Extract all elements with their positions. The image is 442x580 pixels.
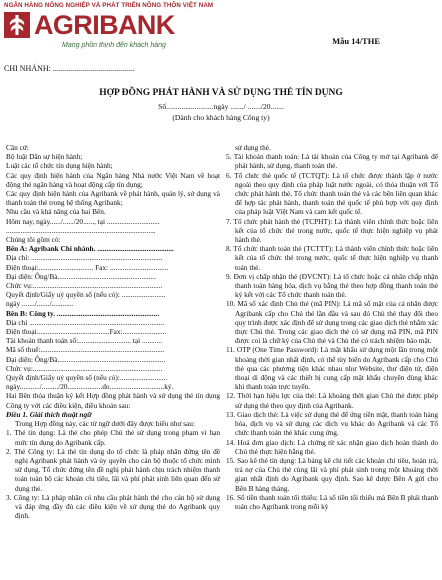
- brand-slogan: Mang phồn thịnh đến khách hàng: [62, 42, 166, 49]
- paragraph: Căn cứ:: [6, 143, 29, 152]
- paragraph: 14. Hoá đơn giao dịch: Là chứng từ xác nhận giao dịch hoàn thành do Chủ thẻ thực hiện bằng thẻ.: [226, 437, 438, 456]
- right-column: [226, 143, 438, 511]
- paragraph: Chức vụ:.......................................................................: [6, 281, 163, 291]
- paragraph: Đại diện: Ông/Bà...........................................................: [6, 354, 166, 364]
- paragraph: Bộ luật Dân sự hiện hành;: [6, 152, 83, 162]
- paragraph: 11. OTP (One Time Password): Là mật khẩu sử dụng một lần trong một khoảng thời gian nhất định, có thể tùy biến do Agribank cấp cho Chủ thẻ qua các phương tiện khác nhau như Website, thư điện tử, điện thoại di động và các thiết bị cung cấp mật khẩu chuyên dùng khác khi thanh toán trực tuyến.: [226, 345, 438, 392]
- contract-title: HỢP ĐỒNG PHÁT HÀNH VÀ SỬ DỤNG THẺ TÍN DỤNG: [99, 88, 343, 98]
- paragraph: Đại diện: Ông/Bà......................................................: [6, 271, 156, 281]
- contract-subtitle: (Dành cho khách hàng Công ty): [172, 113, 270, 122]
- paragraph: Chức vụ:.......................................................................: [6, 363, 163, 373]
- paragraph: Hai Bên thỏa thuận ký kết Hợp đồng phát hành và sử dụng thẻ tín dụng Công ty với các điều kiện, điều khoản sau:: [6, 391, 220, 410]
- paragraph: Mã số thuế:....................................................................: [6, 345, 165, 355]
- paragraph: Điện thoại:.............................. Fax: ................................: [6, 262, 169, 272]
- brand-name: AGRIBANK: [34, 10, 175, 40]
- paragraph: Các quy định hiện hành của Agribank về phát hành, quản lý, sử dụng và thanh toán thẻ trong hệ thống Agribank;: [6, 189, 220, 208]
- paragraph: Bên A: Agribank Chi nhánh. ..........................................: [6, 244, 174, 254]
- paragraph: 10. Mã số xác định Chủ thẻ (mã PIN): Là mã số mật của cá nhân được Agribank cấp cho Chủ thẻ lần đầu và sau đó Chủ thẻ thay đổi theo quy trình được xác định để sử dụng trong các giao dịch thẻ nhằm xác thực Chủ thẻ. Trong các giao dịch thẻ có sử dụng mã PIN, mã PIN được coi là chữ ký của Chủ thẻ và Chủ thẻ có trách nhiệm bảo mật.: [226, 299, 438, 346]
- paragraph: 8. Tổ chức thanh toán thẻ (TCTTT): Là thành viên chính thức hoặc liên kết của tổ chức thẻ trong nước, quốc tế thực hiện nghiệp vụ thanh toán thẻ.: [226, 244, 438, 272]
- paragraph: Luật các tổ chức tín dụng hiện hành;: [6, 161, 113, 171]
- paragraph: Địa chỉ ..........................................................................: [6, 317, 165, 327]
- paragraph: Chúng tôi gồm có:: [6, 235, 61, 245]
- paragraph: 6. Tổ chức thẻ quốc tế (TCTQT): Là tổ chức được thành lập ở nước ngoài theo quy định của pháp luật nước ngoài, có thỏa thuận với Tổ chức phát hành thẻ, Tổ chức thanh toán thẻ và các bên liên quan khác để hợp tác phát hành, thanh toán thẻ quốc tế phù hợp với quy định của pháp luật Việt Nam và cam kết quốc tế.: [226, 170, 438, 217]
- paragraph: ngày ......./......./............: [6, 299, 74, 309]
- ministry-name: NGÂN HÀNG NÔNG NGHIỆP VÀ PHÁT TRIỂN NÔNG THÔN VIỆT NAM: [4, 2, 214, 9]
- paragraph: 13. Giao dịch thẻ: Là việc sử dụng thẻ để ứng tiền mặt, thanh toán hàng hóa, dịch vụ và sử dụng các dịch vụ khác do Agribank và các Tổ chức thanh toán thẻ khác cung ứng.: [226, 409, 438, 438]
- branch-label: CHI NHÁNH: .........................................: [4, 64, 135, 73]
- paragraph: 9. Đơn vị chấp nhận thẻ (ĐVCNT): Là tổ chức hoặc cá nhân chấp nhận thanh toán hàng hóa, dịch vụ bằng thẻ theo hợp đồng thanh toán thẻ ký kết với các Tổ chức thanh toán thẻ.: [226, 271, 438, 300]
- paragraph: ..................................................................................: [6, 225, 156, 235]
- paragraph: 3. Công ty: Là pháp nhân có nhu cầu phát hành thẻ cho cán bộ sử dụng và đáp ứng đầy đủ các điều kiện về sử dụng thẻ do Agribank quy định.: [6, 492, 220, 521]
- paragraph: Địa chỉ: ........................................................................: [6, 253, 163, 263]
- paragraph: ngày.........../........./20...................do..............................ký.: [6, 382, 174, 392]
- paragraph: 7. Tổ chức phát hành thẻ (TCPHT): Là thành viên chính thức hoặc liên kết của tổ chức thẻ trong nước, quốc tế thực hiện nghiệp vụ phát hành thẻ.: [226, 216, 438, 245]
- paragraph: Quyết định/Giấy uỷ quyền số (nếu có): ........................: [6, 290, 166, 300]
- paragraph: 12. Thời hạn hiệu lực của thẻ: Là khoảng thời gian Chủ thẻ được phép sử dụng thẻ theo quy định của Agribank.: [226, 391, 438, 410]
- paragraph: Bên B: Công ty. ........................................................: [6, 308, 160, 318]
- paragraph: 2. Thẻ Công ty: Là thẻ tín dụng do tổ chức là pháp nhân đứng tên đề nghị Agribank phát hành và ủy quyền cho cán bộ thuộc tổ chức mình sử dụng. Tổ chức đứng tên đề nghị phát hành chịu trách nhiệm thanh toán toàn bộ các khoản chi tiêu, lãi và phí phát sinh liên quan đến sử dụng thẻ.: [6, 446, 220, 493]
- paragraph: Điện thoại........................................Fax:........................: [6, 327, 167, 337]
- form-number: Mẫu 14/THE: [332, 36, 380, 46]
- paragraph: Trong Hợp đồng này, các từ ngữ dưới đây được hiểu như sau:: [15, 419, 195, 429]
- contract-number-line: Số.........................ngày ......./ ......./20.......: [158, 102, 284, 111]
- paragraph: Nhu cầu và khả năng của hai Bên.: [6, 207, 106, 217]
- paragraph: 1. Thẻ tín dụng: Là thẻ cho phép Chủ thẻ sử dụng trong phạm vi hạn mức tín dụng do Agribank cấp.: [6, 428, 220, 447]
- paragraph: 15. Sao kê thẻ tín dụng: Là bảng kê chi tiết các khoản chi tiêu, hoàn trả, trả nợ của Chủ thẻ cùng lãi và phí phát sinh trong một khoảng thời gian nhất định do Agribank quy định. Sao kê được Bên A gửi cho Bên B hàng tháng.: [226, 455, 438, 493]
- left-column: [6, 143, 220, 520]
- paragraph: 16. Số tiền thanh toán tối thiểu: Là số tiền tối thiểu mà Bên B phải thanh toán cho Agribank trong mỗi kỳ: [226, 492, 438, 511]
- paragraph: Hôm nay, ngày....../....../20......, tại .............................: [6, 216, 160, 226]
- paragraph: Tài khoản thanh toán số:............................. tại ...........: [6, 336, 163, 346]
- paragraph: 5. Tài khoản thanh toán: Là tài khoản của Công ty mở tại Agribank để phát hành, sử dụng, thanh toán thẻ.: [226, 152, 438, 171]
- agribank-logo-icon: [4, 12, 30, 38]
- paragraph: Quyết định/Giấy uỷ quyền số (nếu có):..........................: [6, 373, 168, 383]
- paragraph: Các quy định hiện hành của Ngân hàng Nhà nước Việt Nam về hoạt động thẻ ngân hàng và hoạt động cấp tín dụng;: [6, 170, 220, 189]
- paragraph: Điều 1. Giải thích thuật ngữ: [6, 409, 92, 419]
- paragraph: sử dụng thẻ.: [235, 143, 271, 152]
